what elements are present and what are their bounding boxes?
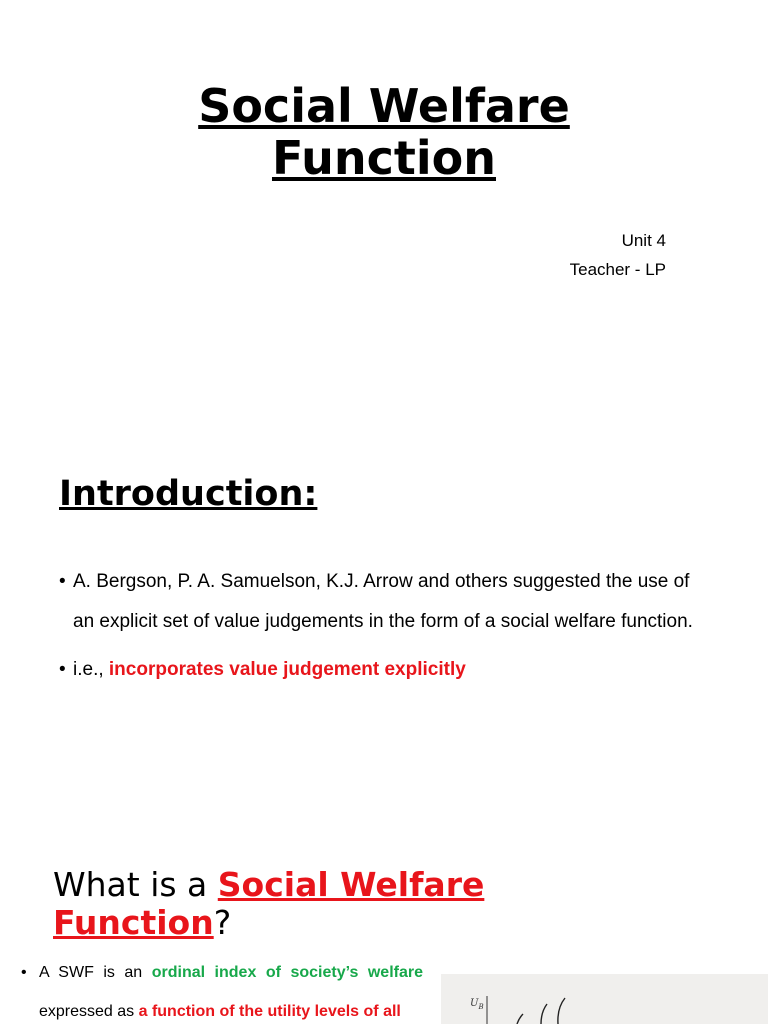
heading-suffix: ? bbox=[213, 903, 232, 942]
bullet-icon: • bbox=[59, 571, 66, 592]
bullet-text: A. Bergson, P. A. Samuelson, K.J. Arrow and others suggested the use of an explicit set of value judgements in the form of a social welfare function. bbox=[73, 571, 693, 632]
title-slide bbox=[0, 0, 768, 440]
line2-prefix: expressed as bbox=[39, 1003, 139, 1020]
line1-prefix: A SWF is an bbox=[39, 964, 152, 981]
bullet-icon: • bbox=[21, 964, 27, 981]
bullet-text-prefix: i.e., bbox=[73, 659, 109, 680]
introduction-heading: Introduction: bbox=[59, 474, 318, 514]
definition-slide bbox=[0, 840, 768, 1024]
welfare-curve bbox=[558, 998, 565, 1024]
title-line-2: Function bbox=[271, 131, 496, 185]
definition-line-2 bbox=[21, 992, 423, 1031]
bullet-highlight: incorporates value judgement explicitly bbox=[108, 659, 466, 680]
welfare-curve bbox=[541, 1004, 547, 1024]
teacher-label: Teacher - LP bbox=[569, 260, 666, 279]
introduction-bullets bbox=[59, 562, 709, 698]
definition-heading bbox=[53, 866, 613, 942]
slide-subtitle bbox=[570, 226, 666, 284]
welfare-curve bbox=[517, 1014, 523, 1024]
graph-drawing bbox=[441, 974, 768, 1024]
heading-prefix: What is a bbox=[53, 865, 218, 904]
heading-highlight: Social Welfare Function bbox=[53, 865, 485, 942]
title-line-1: Social Welfare bbox=[198, 79, 570, 133]
introduction-slide bbox=[0, 440, 768, 840]
unit-label: Unit 4 bbox=[621, 231, 666, 250]
bullet-item bbox=[59, 650, 709, 690]
definition-line-1 bbox=[21, 953, 423, 992]
indifference-curve-graph bbox=[441, 974, 768, 1024]
slide-title bbox=[0, 80, 768, 184]
line2-highlight: a function of the utility levels of all bbox=[138, 1003, 401, 1020]
bullet-icon: • bbox=[59, 659, 66, 680]
definition-text bbox=[21, 953, 423, 1031]
graph-axis-label: $U_B$ bbox=[470, 998, 484, 1011]
line1-highlight: ordinal index of society’s welfare bbox=[151, 964, 423, 981]
bullet-item bbox=[59, 562, 709, 642]
